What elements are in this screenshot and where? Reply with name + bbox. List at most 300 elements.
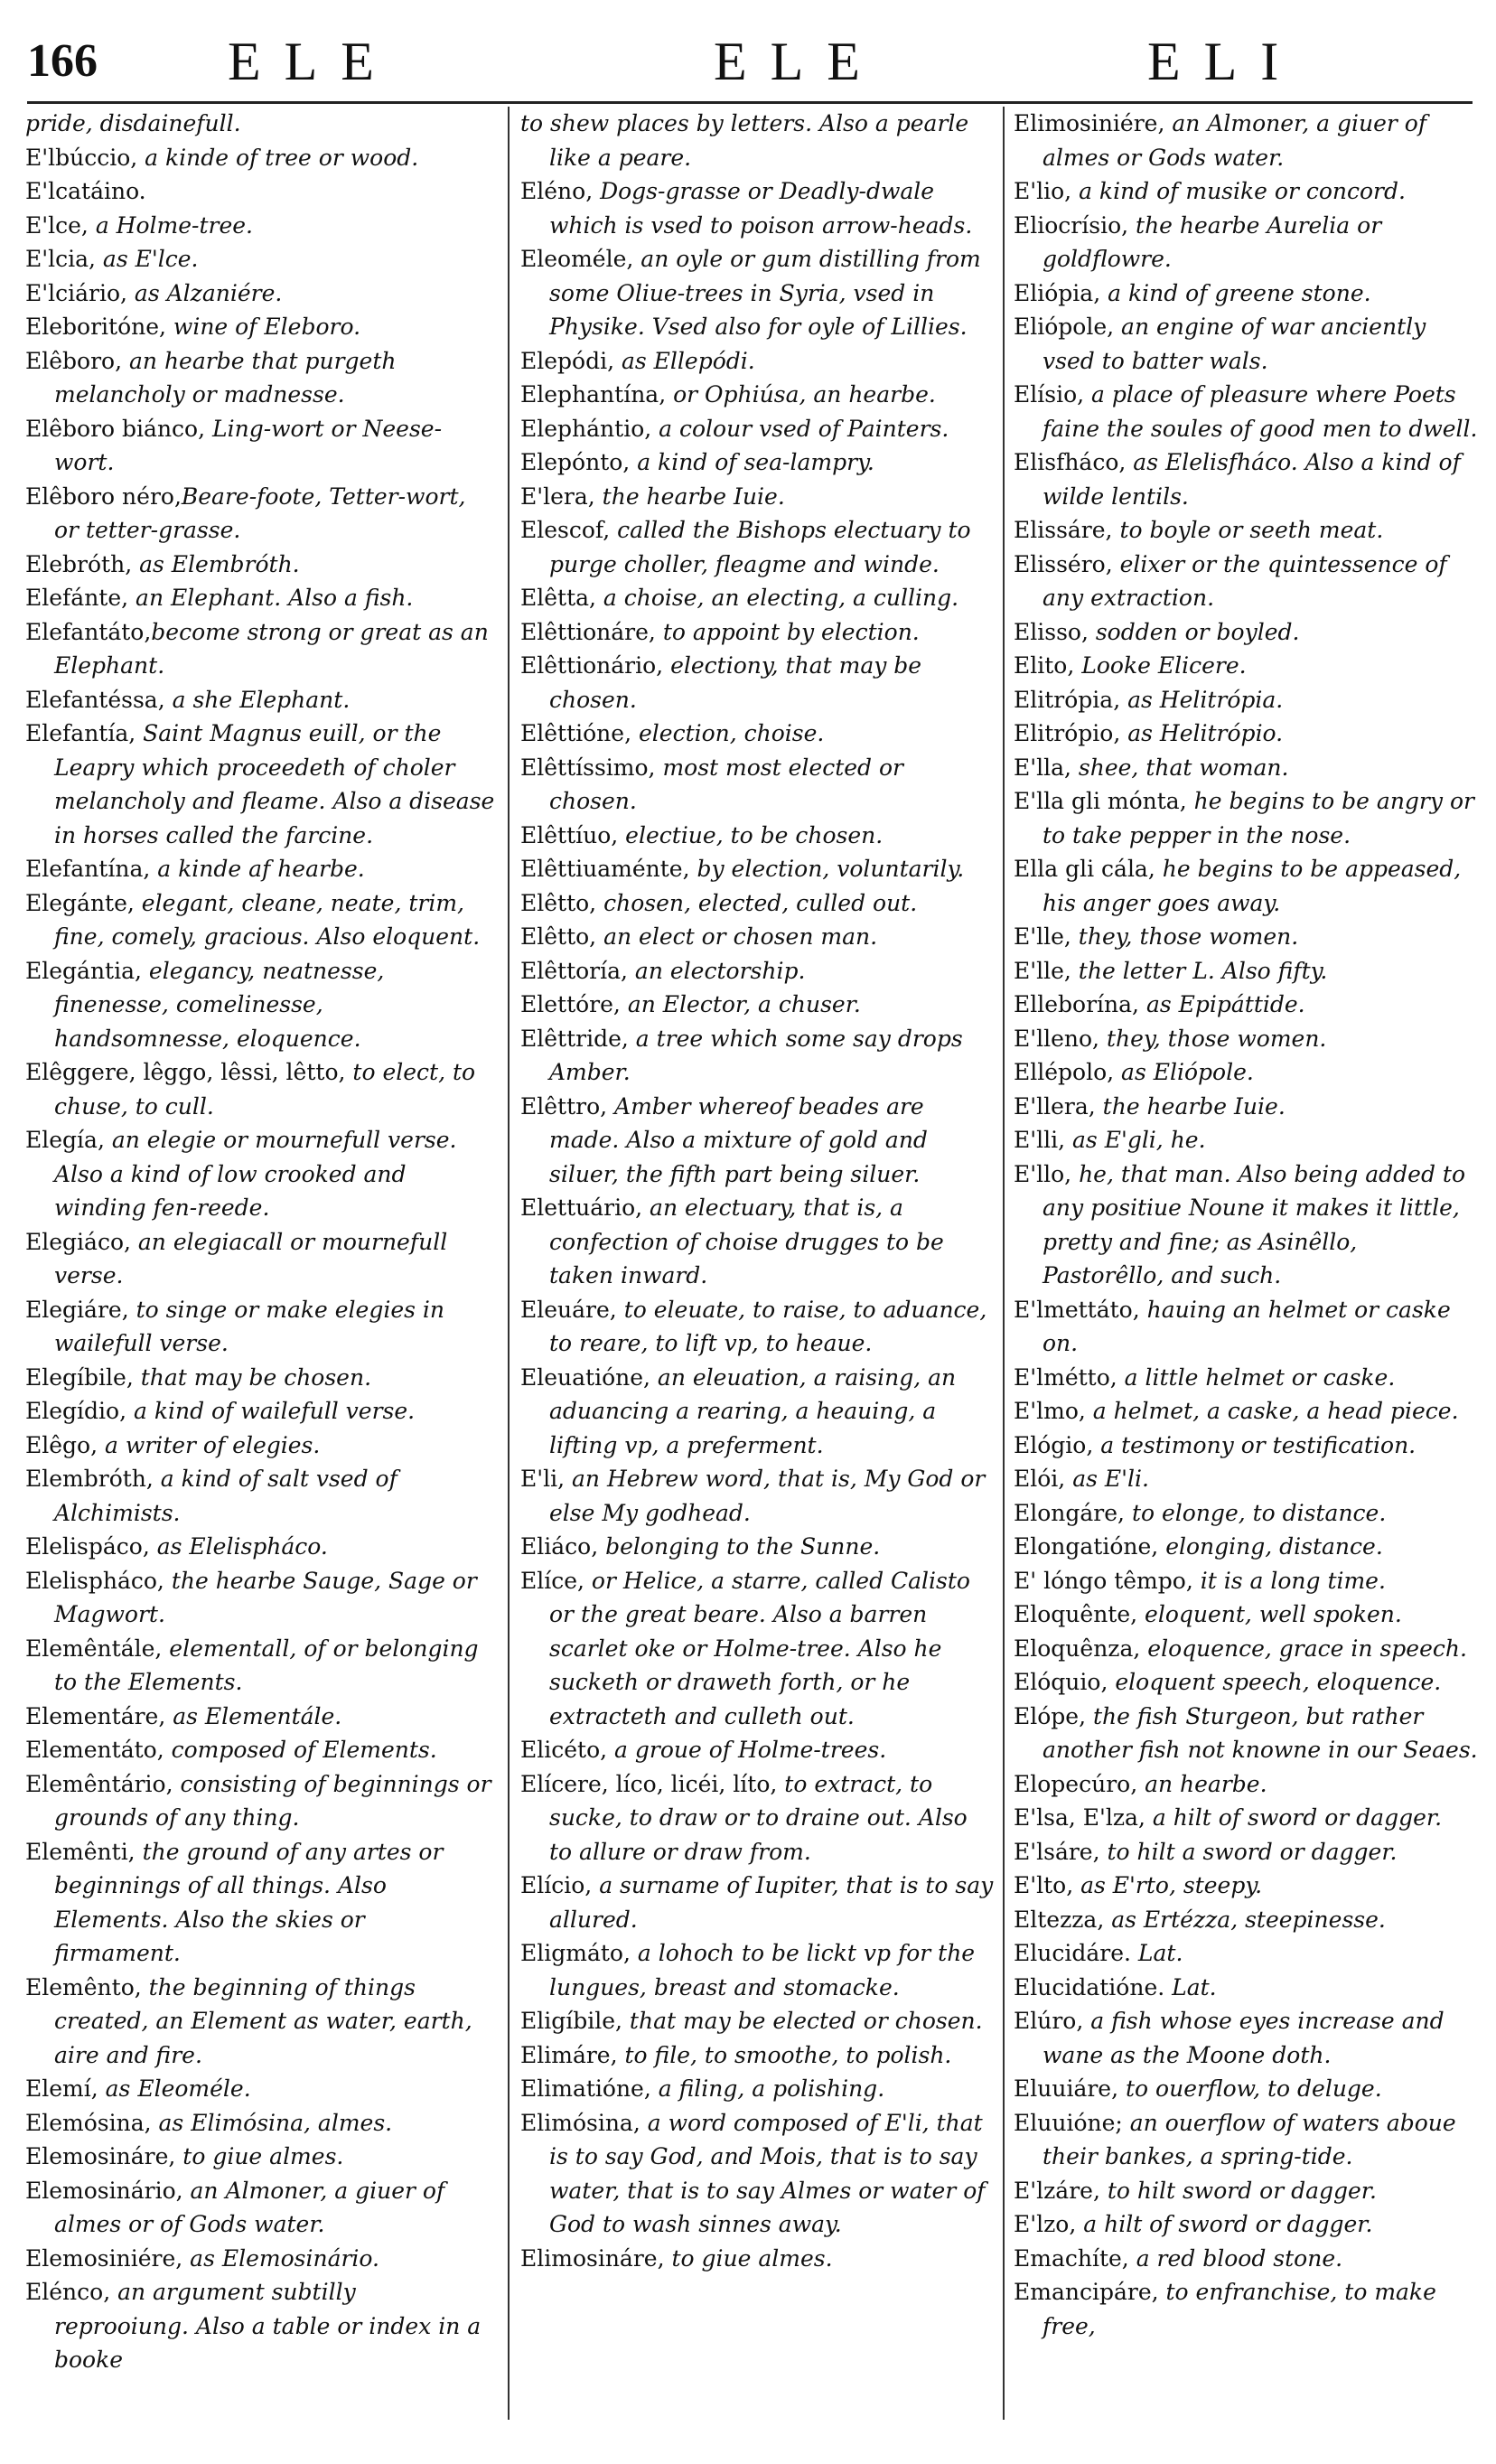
dictionary-entry [520,1022,995,1090]
headword: Elissáre, [1014,517,1113,543]
dictionary-entry [25,1767,497,1835]
dictionary-entry [25,1361,497,1395]
headword: Elucidatióne. [1014,1973,1165,2000]
headword: Elitrópia, [1014,686,1121,713]
definition: an engine of war anciently vsed to batter wals. [1043,314,1426,374]
headword: Elegídio, [25,1398,127,1424]
dictionary-entry [25,174,497,209]
dictionary-entry [520,988,995,1022]
definition: elegant, cleane, neate, trim, fine, comely, gracious. Also eloquent. [54,889,481,950]
dictionary-entry [1014,378,1478,445]
headword: Elisso, [1014,618,1089,645]
definition: to boyle or seeth meat. [1112,517,1384,543]
headword: E'lsáre, [1014,1838,1100,1865]
headword: Elefantína, [25,856,151,882]
dictionary-entry [1014,2072,1478,2106]
headword: Elitrópio, [1014,720,1121,746]
column-divider [1003,107,1005,2420]
guide-word-left: ELE [228,32,397,91]
definition: a kind of musike or concord. [1071,178,1406,204]
dictionary-entry [1014,1123,1478,1157]
definition: a kind of salt vsed of Alchimists. [54,1466,397,1526]
definition: as Elelispháco. [149,1533,328,1560]
headword: Elescof, [520,517,611,543]
definition: the hearbe Sauge, Sage or Magwort. [54,1567,477,1627]
header-rule [27,101,1473,104]
headword: Elito, [1014,652,1075,679]
dictionary-entry [25,1733,497,1767]
definition: a she Elephant. [164,686,351,713]
dictionary-entry [1014,1022,1478,1056]
headword: E'lzáre, [1014,2177,1100,2204]
dictionary-entry [25,581,497,615]
headword: Elêgo, [25,1431,98,1458]
headword: Elemênti, [25,1838,136,1865]
headword: Elógio, [1014,1431,1094,1458]
headword: Eleuatióne, [520,1363,650,1391]
dictionary-entry [520,920,995,954]
definition: electiony, that may be chosen. [549,652,922,713]
definition: an elegiacall or mournefull verse. [54,1228,448,1288]
dictionary-entry [520,1090,995,1192]
definition: a hilt of sword or dagger. [1076,2211,1373,2237]
headword: Elêboro, [25,347,123,374]
headword: Elóquio, [1014,1669,1108,1695]
headword: Elêtta, [520,585,596,611]
dictionary-entry [25,683,497,717]
dictionary-entry [1014,1429,1478,1463]
definition: chosen, elected, culled out. [596,889,918,916]
dictionary-entry [25,1632,497,1700]
headword: Elegía, [25,1127,105,1153]
dictionary-entry [520,1564,995,1734]
dictionary-entry [25,1462,497,1530]
dictionary-entry [520,412,995,446]
definition: to giue almes. [664,2244,833,2272]
headword: Elongatióne, [1014,1533,1159,1560]
definition: it is a long time. [1192,1567,1386,1594]
headword: Elénco, [25,2279,111,2305]
dictionary-entry [1014,1361,1478,1395]
headword: Eleboritóne, [25,314,166,340]
definition: a kind of sea-lampry. [630,449,874,475]
headword: Eliocrísio, [1014,211,1129,239]
definition: they, those women. [1099,1025,1327,1052]
dictionary-entry [520,445,995,480]
headword: E'lla gli mónta, [1014,788,1187,814]
headword: Elêtto, [520,923,597,950]
page-number: 166 [27,35,98,87]
dictionary-entry [1014,683,1478,717]
headword: Elepónto, [520,449,631,475]
definition: electiue, to be chosen. [618,821,884,848]
column-left [25,107,497,2447]
headword: Elêboro néro, [25,482,182,510]
headword: Elêboro biánco, [25,415,206,442]
headword: Elisséro, [1014,550,1113,577]
headword: Elelispáco, [25,1533,150,1560]
headword: Elemosinário, [25,2177,183,2204]
headword: Elemêntále, [25,1635,163,1662]
definition: the fish Sturgeon, but rather another fish not knowne in our Seaes. [1043,1702,1478,1763]
headword: E'lle, [1014,957,1071,984]
definition: a testimony or testification. [1093,1431,1417,1458]
dictionary-entry [1014,784,1478,852]
definition: an elect or chosen man. [596,923,878,950]
definition: shee, that woman. [1071,754,1289,781]
definition: to giue almes. [175,2143,344,2169]
definition: Saint Magnus euill, or the Leapry which proceedeth of choler melancholy and fleame. Also a disease in horses called the farcine. [54,720,495,848]
dictionary-entry [520,615,995,650]
definition: become strong or great as an Elephant. [54,618,489,679]
dictionary-entry [25,1293,497,1361]
headword: Emachíte, [1014,2244,1129,2272]
definition: that may be chosen. [133,1363,372,1391]
dictionary-entry [25,1564,497,1632]
dictionary-entry [25,2072,497,2106]
dictionary-entry [25,1835,497,1971]
definition: an ouerflow of waters aboue their bankes, a spring-tide. [1043,2109,1456,2169]
dictionary-entry [520,107,995,174]
definition: sodden or boyled. [1088,618,1300,645]
definition: an Almoner, a giuer of almes or Gods water. [1043,110,1427,171]
headword: Eliópia, [1014,279,1101,306]
headword: E'lcatáino. [25,178,146,204]
definition: an electorship. [627,957,806,984]
headword: Elegíbile, [25,1363,134,1391]
definition: as Eleoméle. [98,2075,251,2102]
headword: Elebróth, [25,550,133,577]
dictionary-entry [520,852,995,886]
definition: as Epipáttide. [1139,991,1305,1017]
headword: Elephántio, [520,415,652,442]
definition: elixer or the quintessence of any extraction. [1043,550,1447,611]
dictionary-entry [25,2106,497,2141]
definition: he begins to be angry or to take pepper in the nose. [1043,788,1474,848]
definition: as Elembróth. [132,550,300,577]
dictionary-entry [520,174,995,242]
dictionary-entry [25,1429,497,1463]
dictionary-entry [25,2140,497,2174]
dictionary-entry [25,1700,497,1734]
definition: or Ophiúsa, an hearbe. [666,381,936,408]
definition: an Hebrew word, that is, My God or else My godhead. [549,1466,986,1526]
definition: he begins to be appeased, his anger goes away. [1043,856,1462,916]
dictionary-entry [1014,548,1478,615]
definition: a kind of greene stone. [1100,279,1371,306]
dictionary-entry [25,141,497,175]
dictionary-entry [1014,649,1478,683]
dictionary-entry [520,581,995,615]
definition: to shew places by letters. Also a pearle like a peare. [520,110,969,171]
headword: Elemêntário, [25,1770,173,1797]
headword: Elefánte, [25,585,129,611]
headword: Elettuário, [520,1195,643,1221]
definition: election, choise. [631,720,825,746]
definition: a kinde af hearbe. [150,856,365,882]
dictionary-entry [25,1530,497,1564]
dictionary-entry [25,717,497,852]
headword: E'lciário, [25,279,127,306]
definition: to ouerflow, to deluge. [1118,2075,1382,2102]
dictionary-entry [1014,310,1478,378]
headword: E'lbúccio, [25,144,138,171]
dictionary-entry [520,513,995,581]
definition: an eleuation, a raising, an aduancing a rearing, a heauing, a lifting vp, a preferment. [549,1363,957,1458]
dictionary-entry [25,2275,497,2377]
dictionary-entry [1014,717,1478,751]
definition: he, that man. Also being added to any positiue Noune it makes it little, pretty and fine; as Asinêllo, Pastorêllo, and such. [1043,1160,1465,1288]
definition: an Elector, a chuser. [620,991,861,1017]
dictionary-entry [520,480,995,514]
headword: Elegiáre, [25,1296,129,1323]
headword: Elemí, [25,2075,98,2102]
definition: a writer of elegies. [98,1431,321,1458]
definition: a helmet, a caske, a head piece. [1085,1398,1459,1424]
headword: E'lla, [1014,754,1071,781]
dictionary-entry [1014,1496,1478,1531]
headword: Eleoméle, [520,246,634,272]
definition: as Helitrópia. [1120,686,1284,713]
dictionary-entry [1014,2174,1478,2208]
dictionary-entry [25,480,497,548]
definition: a red blood stone. [1128,2244,1343,2272]
definition: an electuary, that is, a confection of choise drugges to be taken inward. [549,1195,944,1288]
guide-word-middle: ELE [714,32,884,91]
dictionary-entry [1014,107,1478,174]
headword: Eltezza, [1014,1906,1105,1933]
dictionary-entry [1014,1903,1478,1937]
definition: as Elelisfháco. Also a kind of wilde lentils. [1043,449,1461,510]
dictionary-entry [1014,209,1478,276]
headword: Elementáre, [25,1702,166,1729]
headword: Eliáco, [520,1533,599,1560]
dictionary-entry [1014,1936,1478,1971]
dictionary-entry [520,1936,995,2004]
definition: the hearbe Aurelia or goldflowre. [1043,211,1382,272]
headword: Elêttro, [520,1092,608,1120]
headword: Ella gli cála, [1014,856,1155,882]
definition: an hearbe. [1137,1770,1267,1797]
guide-word-right: ELI [1147,32,1303,91]
definition: eloquent speech, eloquence. [1108,1669,1442,1695]
dictionary-entry [1014,1090,1478,1124]
dictionary-entry [520,1191,995,1293]
dictionary-entry [520,819,995,853]
headword: Ellépolo, [1014,1059,1115,1085]
definition: to eleuate, to raise, to aduance, to reare, to lift vp, to heaue. [549,1296,987,1356]
headword: Elúro, [1014,2008,1084,2034]
column-right [1014,107,1478,2447]
headword: Eluuiáre, [1014,2075,1119,2102]
headword: Elefantáto, [25,618,152,645]
dictionary-entry [520,2072,995,2106]
headword: Elegiáco, [25,1228,131,1255]
column-divider [508,107,510,2420]
headword: E'lmétto, [1014,1363,1117,1391]
dictionary-entry [25,548,497,582]
dictionary-entry [1014,1835,1478,1869]
headword: Elicéto, [520,1737,608,1763]
definition: pride, disdainefull. [25,110,241,136]
dictionary-entry [25,2174,497,2242]
headword: E'lleno, [1014,1025,1100,1052]
definition: an elegie or mournefull verse. Also a kind of low crooked and winding fen-reede. [54,1127,457,1221]
definition: the hearbe Iuie. [594,482,785,510]
headword: Eloquênte, [1014,1601,1138,1627]
definition: Ling-wort or Neese-wort. [54,415,443,475]
dictionary-entry [520,751,995,819]
dictionary-entry [520,717,995,751]
headword: Elefantéssa, [25,686,165,713]
definition: by election, voluntarily. [689,856,965,882]
headword: Elopecúro, [1014,1770,1138,1797]
definition: Amber whereof beades are made. Also a mixture of gold and siluer, the fifth part being siluer. [549,1092,928,1187]
definition: to elect, to chuse, to cull. [54,1059,476,1120]
dictionary-entry [25,2242,497,2276]
dictionary-entry [25,852,497,886]
definition: the beginning of things created, an Element as water, earth, aire and fire. [54,1973,472,2068]
headword: E'lera, [520,482,595,510]
headword: Elegánte, [25,889,135,916]
dictionary-entry [1014,1665,1478,1700]
dictionary-entry [1014,1564,1478,1598]
headword: Elêttíuo, [520,821,619,848]
definition: elonging, distance. [1158,1533,1383,1560]
headword: Elêttionário, [520,652,664,679]
definition: to singe or make elegies in wailefull verse. [54,1296,445,1356]
definition: Looke Elicere. [1074,652,1247,679]
definition: as E'li. [1065,1466,1149,1492]
headword: Elembróth, [25,1466,154,1492]
headword: Elleborína, [1014,991,1139,1017]
definition: a fish whose eyes increase and wane as the Moone doth. [1043,2008,1445,2068]
dictionary-entry [25,209,497,243]
dictionary-entry [1014,751,1478,785]
dictionary-entry [25,1055,497,1123]
definition: a kinde of tree or wood. [137,144,419,171]
definition: as Helitrópio. [1120,720,1284,746]
dictionary-entry [520,344,995,379]
headword: Eléno, [520,178,594,204]
definition: to hilt a sword or dagger. [1099,1838,1398,1865]
definition: hauing an helmet or caske on. [1043,1296,1451,1356]
dictionary-entry [25,1394,497,1429]
dictionary-entry [1014,2242,1478,2276]
definition: as Ertézza, steepinesse. [1104,1906,1386,1933]
dictionary-entry [520,1293,995,1361]
dictionary-entry [25,1971,497,2073]
definition: to enfranchise, to make free, [1043,2279,1436,2339]
definition: called the Bishops electuary to purge choller, fleagme and winde. [549,517,971,577]
definition: to extract, to sucke, to draw or to draine out. Also to allure or draw from. [549,1770,968,1865]
definition: as E'lce. [95,246,199,272]
headword: Eliópole, [1014,314,1115,340]
definition: Lat. [1130,1940,1183,1966]
definition: most most elected or chosen. [549,754,903,814]
dictionary-entry [1014,1597,1478,1632]
definition: a hilt of sword or dagger. [1145,1804,1443,1831]
definition: a place of pleasure where Poets faine the soules of good men to dwell. [1043,381,1478,442]
dictionary-entry [1014,615,1478,650]
headword: Elimosiniére, [1014,110,1165,136]
headword: Elíce, [520,1567,584,1594]
dictionary-entry [25,886,497,954]
definition: to file, to smoothe, to polish. [617,2041,952,2068]
definition: an oyle or gum distilling from some Oliue-trees in Syria, vsed in Physike. Vsed also for oyle of Lillies. [549,246,981,340]
definition: an Almoner, a giuer of almes or of Gods water. [54,2177,445,2237]
definition: they, those women. [1071,923,1299,950]
headword: E'lcia, [25,246,96,272]
dictionary-entry [25,615,497,683]
headword: Elongáre, [1014,1499,1125,1526]
dictionary-entry [520,2106,995,2242]
dictionary-entry [1014,1530,1478,1564]
definition: an argument subtilly reprooiung. Also a table or index in a booke [54,2279,482,2373]
dictionary-entry [520,1767,995,1869]
headword: Elêttoría, [520,957,628,984]
headword: Elemosiniére, [25,2244,183,2272]
definition: wine of Eleboro. [165,314,361,340]
dictionary-entry [25,344,497,412]
dictionary-entry [1014,1767,1478,1802]
headword: Elimáre, [520,2041,618,2068]
headword: E'lto, [1014,1872,1074,1898]
definition: the ground of any artes or beginnings of all things. Also Elements. Also the skies or firmament. [54,1838,444,1966]
dictionary-entry [520,1530,995,1564]
dictionary-entry [1014,1700,1478,1767]
dictionary-entry [25,310,497,344]
headword: E'lle, [1014,923,1071,950]
headword: Emancipáre, [1014,2279,1159,2305]
headword: Elêttride, [520,1025,629,1052]
dictionary-entry [1014,2207,1478,2242]
headword: Elêttióne, [520,720,632,746]
definition: consisting of beginnings or grounds of any thing. [54,1770,491,1831]
headword: Eloquênza, [1014,1635,1141,1662]
dictionary-entry [520,242,995,344]
dictionary-entry [1014,2106,1478,2174]
headword: Elópe, [1014,1702,1087,1729]
definition: composed of Elements. [164,1737,437,1763]
definition: Beare-foote, Tetter-wort, or tetter-grasse. [54,482,466,543]
dictionary-entry [520,954,995,988]
dictionary-entry [520,649,995,717]
dictionary-entry [520,2242,995,2276]
dictionary-entry [1014,445,1478,513]
definition: a filing, a polishing. [650,2075,885,2102]
dictionary-entry [520,378,995,412]
definition: eloquent, well spoken. [1137,1601,1402,1627]
definition: the hearbe Iuie. [1095,1092,1286,1120]
headword: E'lmo, [1014,1398,1086,1424]
definition: a lohoch to be lickt vp for the lungues, breast and stomacke. [549,1940,976,2000]
definition: to appoint by election. [655,618,920,645]
definition: a kind of wailefull verse. [126,1398,416,1424]
definition: as Ellepódi. [614,347,755,374]
dictionary-entry [1014,276,1478,311]
dictionary-entry [520,1869,995,1936]
dictionary-entry [1014,920,1478,954]
headword: E'lsa, E'lza, [1014,1804,1145,1831]
definition: a tree which some say drops Amber. [549,1025,963,1085]
headword: Eleuáre, [520,1296,617,1323]
dictionary-entry [520,1733,995,1767]
headword: Elepódi, [520,347,615,374]
definition: elegancy, neatnesse, finenesse, comelinesse, handsomnesse, eloquence. [54,957,385,1052]
headword: E'llo, [1014,1160,1072,1187]
definition: to hilt sword or dagger. [1099,2177,1377,2204]
